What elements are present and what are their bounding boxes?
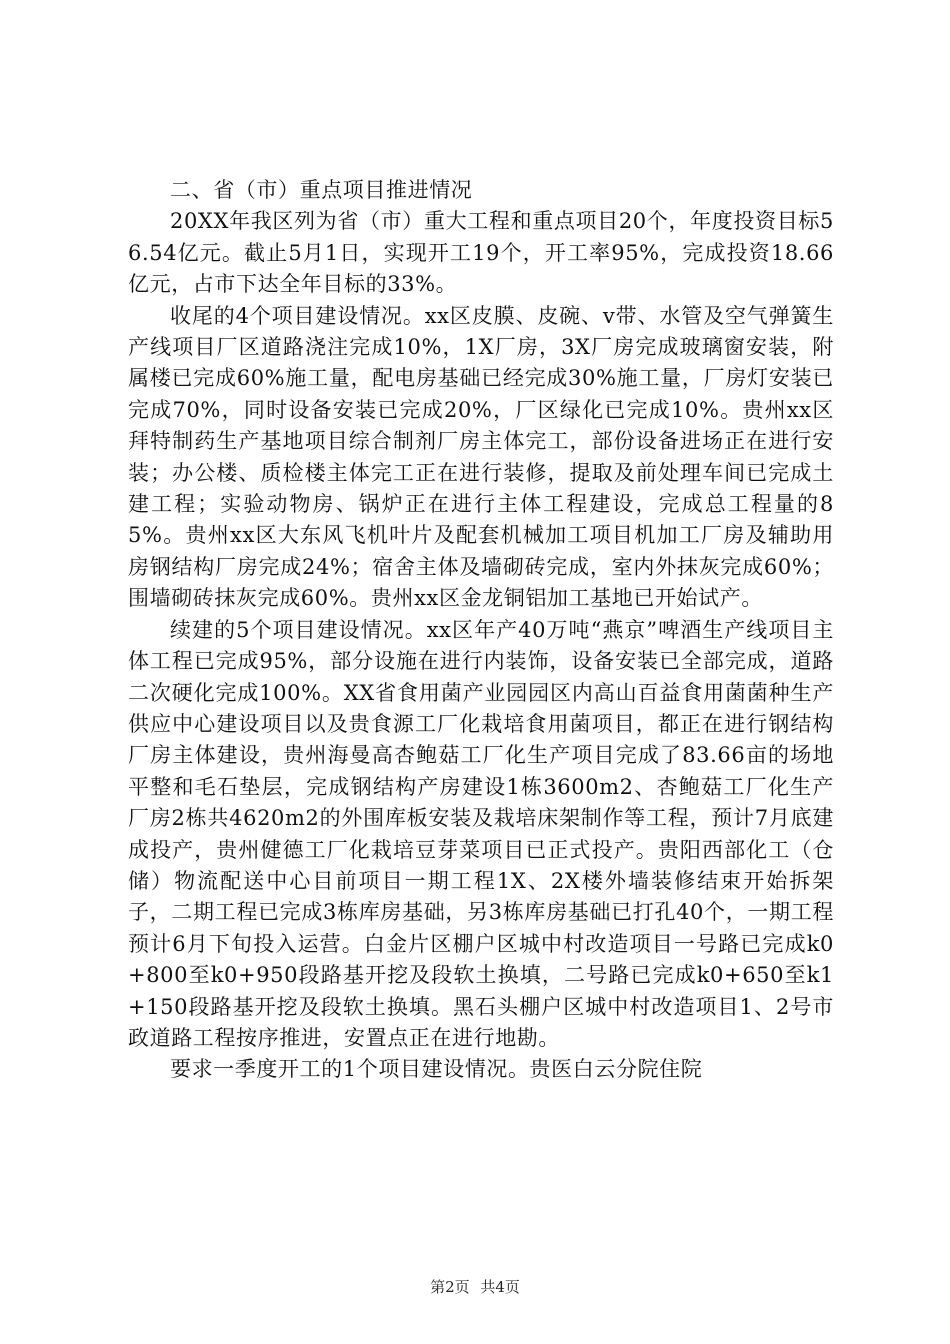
page-footer (0, 1276, 950, 1297)
paragraph-continuing-projects: 续建的5个项目建设情况。xx区年产40万吨“燕京”啤酒生产线项目主体工程已完成95%，部分设施在进行内装饰，设备安装已全部完成，道路二次硬化完成100%。XX省食用菌产业园园区内高山百益食用菌菌种生产供应中心建设项目以及贵食源工厂化栽培食用菌项目，都正在进行钢结构厂房主体建设，贵州海曼高杏鲍菇工厂化生产项目完成了83.66亩的场地平整和毛石垫层，完成钢结构产房建设1栋3600m2、杏鲍菇工厂化生产厂房2栋共4620m2的外围库板安装及栽培床架制作等工程，预计7月底建成投产，贵州健德工厂化栽培豆芽菜项目已正式投产。贵阳西部化工（仓储）物流配送中心目前项目一期工程1X、2X楼外墙装修结束开始拆架子，二期工程已完成3栋库房基础，另3栋库房基础已打孔40个，一期工程预计6月下旬投入运营。白金片区棚户区城中村改造项目一号路已完成k0+800至k0+950段路基开挖及段软土换填，二号路已完成k0+650至k1+150段路基开挖及段软土换填。黑石头棚户区城中村改造项目1、2号市政道路工程按序推进，安置点正在进行地勘。 (128, 617, 834, 1050)
page-number: 第2页 (430, 1278, 470, 1296)
paragraph-finishing-projects: 收尾的4个项目建设情况。xx区皮膜、皮碗、v带、水管及空气弹簧生产线项目厂区道路浇注完成10%，1X厂房，3X厂房完成玻璃窗安装，附属楼已完成60%施工量，配电房基础已经完成30%施工量，厂房灯安装已完成70%，同时设备安装已完成20%，厂区绿化已完成10%。贵州xx区拜特制药生产基地项目综合制剂厂房主体完工，部份设备进场正在进行安装；办公楼、质检楼主体完工正在进行装修，提取及前处理车间已完成土建工程；实验动物房、锅炉正在进行主体工程建设，完成总工程量的85%。贵州xx区大东风飞机叶片及配套机械加工项目机加工厂房及辅助用房钢结构厂房完成24%；宿舍主体及墙砌砖完成，室内外抹灰完成60%；围墙砌砖抹灰完成60%。贵州xx区金龙铜铝加工基地已开始试产。 (128, 303, 834, 611)
section-heading: 二、省（市）重点项目推进情况 (170, 178, 473, 202)
paragraph-q1-projects: 要求一季度开工的1个项目建设情况。贵医白云分院住院 (170, 1057, 703, 1082)
page-total: 共4页 (480, 1278, 520, 1296)
document-body (128, 175, 834, 1086)
paragraph-investment-summary: 20XX年我区列为省（市）重大工程和重点项目20个，年度投资目标56.54亿元。截止5月1日，实现开工19个，开工率95%，完成投资18.66亿元，占市下达全年目标的33%。 (128, 209, 834, 297)
